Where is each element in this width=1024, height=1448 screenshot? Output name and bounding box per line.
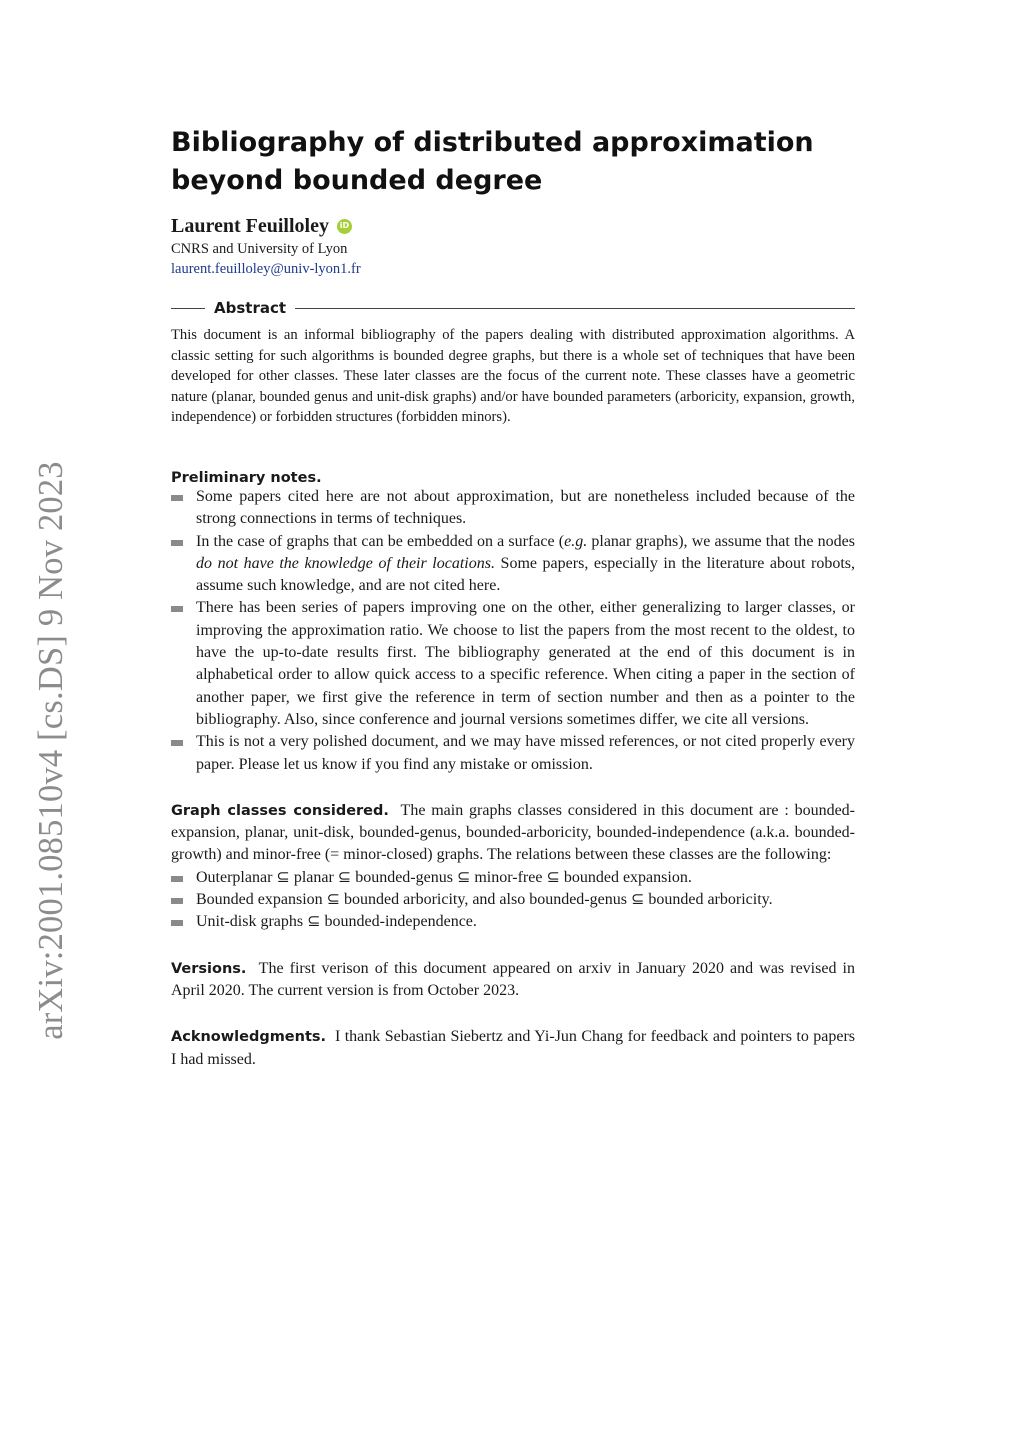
graph-classes-text: The main graphs classes considered in this document are : bounded-expansion, planar, unit-disk, bounded-genus, bounded-arboricity, bounded-independence (a.k.a. bounded-growth) and minor-free (= minor-closed) graphs. The relations between these classes are the following: — [171, 801, 856, 864]
list-item — [171, 731, 855, 776]
versions-text: The first verison of this document appeared on arxiv in January 2020 and was revised in April 2020. The current version is from October 2023. — [171, 959, 856, 999]
bullet-icon — [171, 495, 183, 501]
list-item-emphasis: do not have the knowledge of their locations. — [196, 554, 495, 572]
bullet-icon — [171, 920, 183, 926]
abstract-text: This document is an informal bibliography of the papers dealing with distributed approximation algorithms. A classic setting for such algorithms is bounded degree graphs, but there is a whole set of techniques that have been developed for other classes. These later classes are the focus of the current note. These classes have a geometric nature (planar, bounded genus and unit-disk graphs) and/or have bounded parameters (arboricity, expansion, growth, independence) or forbidden structures (forbidden minors). — [171, 327, 855, 426]
list-item-text: Bounded expansion ⊆ bounded arboricity, and also bounded-genus ⊆ bounded arboricity. — [196, 891, 773, 909]
author-name: Laurent Feuilloley — [171, 215, 329, 237]
bullet-icon — [171, 898, 183, 904]
graph-classes-section — [171, 800, 855, 934]
orcid-icon[interactable]: iD — [337, 219, 352, 234]
bullet-icon — [171, 876, 183, 882]
list-item — [171, 911, 855, 933]
author-affiliation: CNRS and University of Lyon — [171, 241, 348, 257]
preliminary-notes-section — [171, 470, 855, 776]
bullet-icon — [171, 740, 183, 746]
versions-heading: Versions. — [171, 960, 247, 977]
arxiv-stamp — [28, 455, 74, 1045]
acknowledgments-text: I thank Sebastian Siebertz and Yi-Jun Chang for feedback and pointers to papers I had missed. — [171, 1028, 856, 1068]
author-email-link[interactable]: laurent.feuilloley@univ-lyon1.fr — [171, 261, 361, 277]
abstract-rule-right — [295, 308, 855, 309]
list-item-text: This is not a very polished document, and we may have missed references, or not cited properly every paper. Please let us know if you find any mistake or omission. — [196, 733, 855, 773]
paper-title: Bibliography of distributed approximation beyond bounded degree — [171, 127, 814, 196]
list-item-text: Unit-disk graphs ⊆ bounded-independence. — [196, 913, 477, 931]
list-item-text: planar graphs), we assume that the nodes — [587, 532, 855, 550]
abstract-heading-row — [171, 299, 855, 317]
acknowledgments-heading: Acknowledgments. — [171, 1029, 327, 1046]
list-item-text: In the case of graphs that can be embedded on a surface ( — [196, 532, 565, 550]
list-item — [171, 597, 855, 731]
paper-page — [171, 124, 855, 1071]
list-item — [171, 889, 855, 911]
abstract-rule-left — [171, 308, 205, 309]
preliminary-notes-heading: Preliminary notes. — [171, 469, 322, 486]
abstract-heading: Abstract — [214, 299, 287, 317]
list-item — [171, 531, 855, 598]
bullet-icon — [171, 540, 183, 546]
versions-paragraph — [171, 958, 855, 1003]
list-item-text: There has been series of papers improving one on the other, either generalizing to larger classes, or improving the approximation ratio. We choose to list the papers from the most recent to the oldest, to have the up-to-date results first. The bibliography generated at the end of this document is in alphabetical order to allow quick access to a specific reference. When citing a paper in the section of another paper, we first give the reference in term of section number and then as a pointer to the bibliography. Also, since conference and journal versions sometimes differ, we cite all versions. — [196, 599, 855, 728]
list-item-emphasis: e.g. — [564, 532, 588, 550]
graph-classes-list — [171, 867, 855, 934]
author-line — [171, 213, 855, 239]
list-item — [171, 486, 855, 531]
arxiv-stamp-text: arXiv:2001.08510v4 [cs.DS] 9 Nov 2023 — [31, 460, 70, 1040]
graph-classes-paragraph — [171, 800, 855, 867]
acknowledgments-paragraph — [171, 1026, 855, 1071]
list-item — [171, 867, 855, 889]
list-item-text: Outerplanar ⊆ planar ⊆ bounded-genus ⊆ minor-free ⊆ bounded expansion. — [196, 868, 692, 886]
list-item-text: Some papers cited here are not about approximation, but are nonetheless included because of the strong connections in terms of techniques. — [196, 487, 855, 528]
preliminary-notes-list — [171, 486, 855, 776]
graph-classes-heading: Graph classes considered. — [171, 802, 389, 819]
list-item-text: Some papers, especially in the literature about robots, assume such knowledge, and are not cited here. — [196, 554, 856, 595]
bullet-icon — [171, 606, 183, 612]
